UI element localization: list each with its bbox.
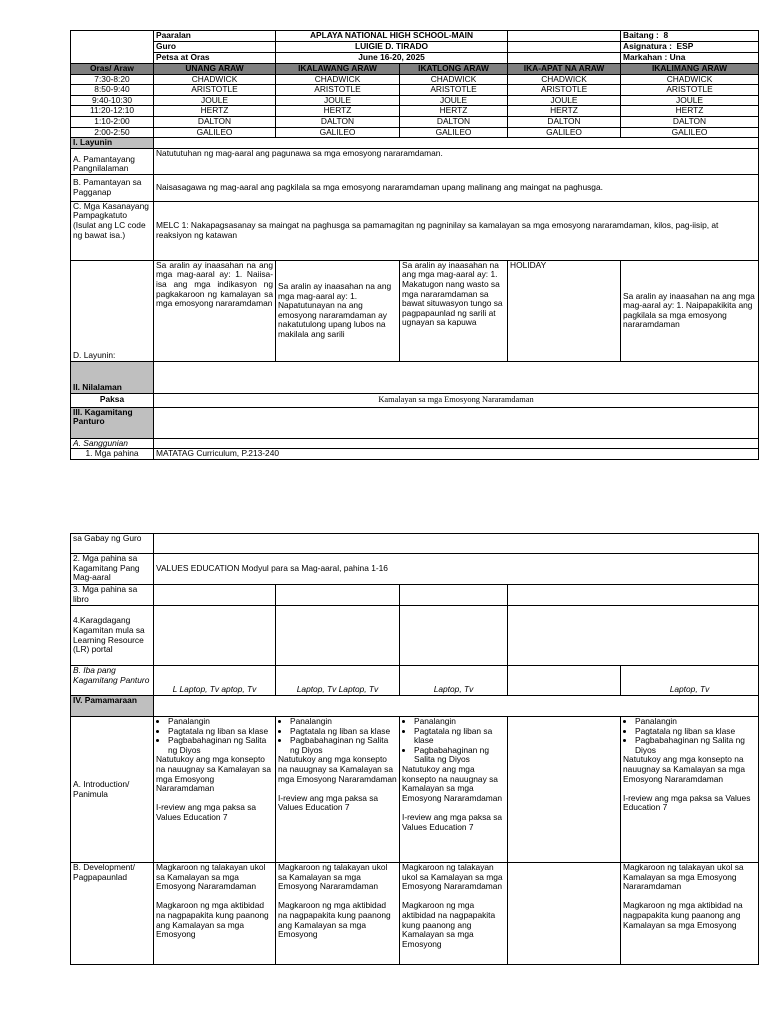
pamantayan-pagganap-text: Naisasagawa ng mag-aaral ang pagkilala sa mga emosyong nararamdaman upang malinang ang maingat na paghusga.	[154, 174, 759, 201]
lesson-plan-table-page-1	[70, 30, 759, 460]
subject-label: Asignatura :	[623, 41, 672, 51]
schedule-section: ARISTOTLE	[154, 85, 276, 96]
grade-cell	[621, 31, 759, 42]
quarter-label: Markahan :	[623, 52, 668, 62]
development-day-2	[276, 863, 400, 965]
schedule-row	[71, 95, 759, 106]
time-day-header: Oras/ Araw	[71, 64, 154, 75]
schedule-time: 2:00-2:50	[71, 127, 154, 138]
opening-activities-list	[402, 717, 505, 765]
development-day-1	[154, 863, 276, 965]
schedule-section: JOULE	[508, 95, 621, 106]
section-heading-nilalaman: II. Nilalaman	[71, 361, 154, 393]
quarter-cell	[621, 53, 759, 64]
introduction-label: A. Introduction/ Panimula	[71, 717, 154, 863]
list-item: • Pagtatala ng liban sa klase	[290, 727, 397, 737]
schedule-section: GALILEO	[276, 127, 400, 138]
introduction-day-2	[276, 717, 400, 863]
schedule-section: HERTZ	[508, 106, 621, 117]
dev-activity-text: Magkaroon ng mga aktibidad na nagpapakita kung paanong ang Kamalayan sa mga Emosyong	[402, 900, 496, 949]
empty-cell	[508, 585, 759, 606]
schedule-section: CHADWICK	[621, 74, 759, 85]
empty-cell	[154, 361, 759, 393]
empty-cell	[154, 534, 759, 554]
schedule-section: ARISTOTLE	[508, 85, 621, 96]
opening-activities-list	[278, 717, 397, 755]
teacher-name: LUIGIE D. TIRADO	[276, 42, 508, 53]
list-item: • Pagbabahaginan ng Salita ng Diyos	[168, 736, 273, 755]
iba-kagamitan-day-5: Laptop, Tv	[621, 666, 759, 696]
layunin-day-3: Sa aralin ay inaasahan na ang mga mag-aaral ay: 1. Makatugon nang wasto sa mga nararamdaman sa bawat situwasyon tungo sa pagpapaunlad ng sarili at ugnayan sa kapuwa	[400, 260, 508, 361]
empty-cell	[508, 606, 759, 666]
empty-cell	[154, 138, 759, 149]
list-item: • Pagtatala ng liban sa klase	[168, 727, 273, 737]
dev-discussion-text: Magkaroon ng talakayan ukol sa Kamalayan sa mga Emosyong Nararamdaman	[402, 862, 503, 892]
pamantayan-pagganap-label: B. Pamantayan sa Pagganap	[71, 174, 154, 201]
iba-kagamitan-day-2: Laptop, Tv Laptop, Tv	[276, 666, 400, 696]
empty-cell	[154, 438, 759, 449]
list-item: • Pagtatala ng liban sa klase	[414, 727, 505, 746]
list-item: • Pagbabahaginan ng Salita ng Diyos	[290, 736, 397, 755]
schedule-row	[71, 85, 759, 96]
schedule-section: DALTON	[508, 116, 621, 127]
pamantayang-pangnilalaman-text: Natututuhan ng mag-aaral ang pagunawa sa mga emosyong nararamdaman.	[154, 148, 759, 174]
opening-activities-list	[156, 717, 273, 755]
schedule-time: 7:30-8:20	[71, 74, 154, 85]
day-header-4: IKA-APAT NA ARAW	[508, 64, 621, 75]
libro-pahina-label: 3. Mga pahina sa libro	[71, 585, 154, 606]
iba-pang-kagamitan-label: B. Iba pang Kagamitang Panturo	[71, 666, 154, 696]
schedule-section: HERTZ	[400, 106, 508, 117]
list-item: • Pagtatala ng liban sa klase	[635, 727, 756, 737]
layunin-day-5: Sa aralin ay inaasahan na ang mga mag-aaral ay: 1. Naipapakikita ang pagkilala sa mga emosyong nararamdaman	[621, 260, 759, 361]
schedule-section: DALTON	[276, 116, 400, 127]
schedule-section: DALTON	[400, 116, 508, 127]
schedule-section: JOULE	[276, 95, 400, 106]
paksa-label: Paksa	[71, 393, 154, 407]
introduction-day-3	[400, 717, 508, 863]
dev-activity-text: Magkaroon ng mga aktibidad na nagpapakita kung paanong ang Kamalayan sa mga Emosyong	[278, 900, 391, 940]
intro-review-text: I-review ang mga paksa sa Values Education 7	[402, 811, 503, 832]
empty-cell	[154, 696, 759, 717]
lesson-plan-table-page-2	[70, 533, 759, 965]
schedule-section: JOULE	[400, 95, 508, 106]
schedule-row	[71, 74, 759, 85]
schedule-row	[71, 116, 759, 127]
schedule-time: 8:50-9:40	[71, 85, 154, 96]
school-name: APLAYA NATIONAL HIGH SCHOOL-MAIN	[276, 31, 508, 42]
schedule-section: JOULE	[621, 95, 759, 106]
schedule-section: GALILEO	[508, 127, 621, 138]
list-item: • Pagbabahaginan ng Salita ng Diyos	[635, 736, 756, 755]
section-heading-pamamaraan: IV. Pamamaraan	[71, 696, 154, 717]
day-header-2: IKALAWANG ARAW	[276, 64, 400, 75]
schedule-section: CHADWICK	[276, 74, 400, 85]
section-heading-layunin: I. Layunin	[71, 138, 154, 149]
schedule-row	[71, 106, 759, 117]
gabay-pahina-cont-label: sa Gabay ng Guro	[71, 534, 154, 554]
day-header-5: IKALIMANG ARAW	[621, 64, 759, 75]
schedule-section: GALILEO	[154, 127, 276, 138]
schedule-section: ARISTOTLE	[400, 85, 508, 96]
dev-activity-text: Magkaroon ng mga aktibidad na nagpapakita kung paanong ang Kamalayan sa mga Emosyong	[623, 900, 743, 930]
schedule-section: HERTZ	[621, 106, 759, 117]
schedule-section: CHADWICK	[154, 74, 276, 85]
schedule-section: HERTZ	[276, 106, 400, 117]
teacher-label: Guro	[154, 42, 276, 53]
empty-cell	[154, 585, 276, 606]
dev-discussion-text: Magkaroon ng talakayan ukol sa Kamalayan sa mga Emosyong Nararamdaman	[623, 862, 744, 892]
grade-value: 8	[663, 30, 669, 40]
pamantayang-pangnilalaman-label: A. Pamantayang Pangnilalaman	[71, 148, 154, 174]
list-item: • Panalangin	[414, 717, 505, 727]
layunin-day-4: HOLIDAY	[508, 260, 621, 361]
iba-kagamitan-day-1: L Laptop, Tv aptop, Tv	[154, 666, 276, 696]
lr-portal-label: 4.Karagdagang Kagamitan mula sa Learning Resource (LR) portal	[71, 606, 154, 666]
empty-cell	[508, 42, 621, 53]
schedule-section: ARISTOTLE	[621, 85, 759, 96]
grade-label: Baitang :	[623, 30, 659, 40]
subject-value: ESP	[676, 41, 694, 51]
kagamitang-mag-aaral-value: VALUES EDUCATION Modyul para sa Mag-aaral, pahina 1-16	[154, 554, 759, 585]
schedule-section: DALTON	[154, 116, 276, 127]
opening-activities-list	[623, 717, 756, 755]
layunin-day-2: Sa aralin ay inaasahan na ang mga mag-aaral ay: 1. Napatutunayan na ang emosyong nararamdaman ay nakatutulong upang lubos na makilala ang sarili	[276, 260, 400, 361]
subject-cell	[621, 42, 759, 53]
dev-discussion-text: Magkaroon ng talakayan ukol sa Kamalayan sa mga Emosyong Nararamdaman	[156, 862, 266, 892]
date-label: Petsa at Oras	[154, 53, 276, 64]
introduction-day-1	[154, 717, 276, 863]
introduction-day-4	[508, 717, 621, 863]
schedule-section: CHADWICK	[400, 74, 508, 85]
list-item: • Panalangin	[168, 717, 273, 727]
development-label: B. Development/ Pagpapaunlad	[71, 863, 154, 965]
schedule-time: 11:20-12:10	[71, 106, 154, 117]
introduction-day-5	[621, 717, 759, 863]
day-header-3: IKATLONG ARAW	[400, 64, 508, 75]
empty-cell	[400, 585, 508, 606]
dev-discussion-text: Magkaroon ng talakayan ukol sa Kamalayan sa mga Emosyong Nararamdaman	[278, 862, 388, 892]
date-value: June 16-20, 2025	[276, 53, 508, 64]
schedule-time: 1:10-2:00	[71, 116, 154, 127]
empty-cell	[71, 31, 154, 64]
day-header-1: UNANG ARAW	[154, 64, 276, 75]
section-heading-kagamitan: III. Kagamitang Panturo	[71, 407, 154, 438]
kasanayang-pampagkatuto-label: C. Mga Kasanayang Pampagkatuto (Isulat ang LC code ng bawat isa.)	[71, 201, 154, 260]
empty-cell	[276, 606, 400, 666]
empty-cell	[154, 407, 759, 438]
kasanayang-pampagkatuto-text: MELC 1: Nakapagsasanay sa maingat na paghusga sa pamamagitan ng pagninilay sa kamalayan sa mga emosyong nararamdaman, kilos, pag-iisip, at reaksiyon ng katawan	[154, 201, 759, 260]
intro-review-text: I-review ang mga paksa sa Values Education 7	[156, 802, 257, 822]
intro-review-text: I-review ang mga paksa sa Values Education 7	[278, 792, 379, 813]
schedule-section: GALILEO	[621, 127, 759, 138]
schedule-section: CHADWICK	[508, 74, 621, 85]
intro-concept-text: Natutukoy ang mga konsepto na nauugnay sa Kamalayan sa mga Emosyong Nararamdaman	[623, 754, 745, 784]
schedule-row	[71, 127, 759, 138]
dev-activity-text: Magkaroon ng mga aktibidad na nagpapakita kung paanong ang Kamalayan sa mga Emosyong	[156, 900, 269, 940]
iba-kagamitan-day-4	[508, 666, 621, 696]
list-item: • Panalangin	[635, 717, 756, 727]
gabay-pahina-label: 1. Mga pahina	[71, 449, 154, 460]
intro-concept-text: Natutukoy ang mga konsepto na nauugnay sa Kamalayan sa mga Emosyong Nararamdaman	[402, 763, 503, 803]
sanggunian-label: A. Sanggunian	[71, 438, 154, 449]
intro-concept-text: Natutukoy ang mga konsepto na nauugnay sa Kamalayan sa mga Emosyong Nararamdaman	[278, 754, 397, 784]
layunin-day-1: Sa aralin ay inaasahan na ang mga mag-aaral ay: 1. Naiisa-isa ang mga indikasyon ng pagkakaroon ng kamalayan sa mga emosyong nararamdaman	[154, 260, 276, 361]
development-day-3	[400, 863, 508, 965]
kagamitang-mag-aaral-label: 2. Mga pahina sa Kagamitang Pang Mag-aaral	[71, 554, 154, 585]
schedule-section: JOULE	[154, 95, 276, 106]
list-item: • Panalangin	[290, 717, 397, 727]
empty-cell	[508, 31, 621, 42]
school-label: Paaralan	[154, 31, 276, 42]
iba-kagamitan-day-3: Laptop, Tv	[400, 666, 508, 696]
quarter-value: Una	[669, 52, 686, 62]
empty-cell	[276, 585, 400, 606]
schedule-section: ARISTOTLE	[276, 85, 400, 96]
schedule-time: 9:40-10:30	[71, 95, 154, 106]
intro-concept-text: Natutukoy ang mga konsepto na nauugnay sa Kamalayan sa mga Emosyong Nararamdaman	[156, 754, 272, 794]
schedule-section: HERTZ	[154, 106, 276, 117]
intro-review-text: I-review ang mga paksa sa Values Education 7	[623, 792, 751, 813]
gabay-pahina-value: MATATAG Curriculum, P.213-240	[154, 449, 759, 460]
list-item: • Pagbabahaginan ng Salita ng Diyos	[414, 746, 505, 765]
development-day-4	[508, 863, 621, 965]
empty-cell	[154, 606, 276, 666]
development-day-5	[621, 863, 759, 965]
schedule-section: GALILEO	[400, 127, 508, 138]
empty-cell	[508, 53, 621, 64]
layunin-label: D. Layunin:	[71, 260, 154, 361]
empty-cell	[400, 606, 508, 666]
schedule-section: DALTON	[621, 116, 759, 127]
paksa-value: Kamalayan sa mga Emosyong Nararamdaman	[154, 393, 759, 407]
